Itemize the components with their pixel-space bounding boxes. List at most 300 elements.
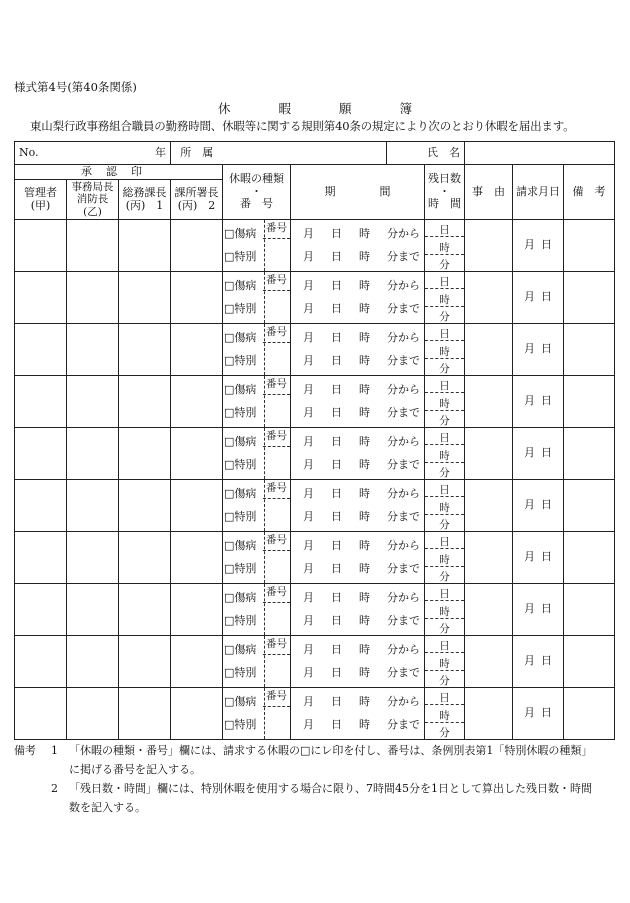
reason-cell[interactable] [465,480,513,532]
bureau-stamp-cell[interactable] [67,584,119,636]
period-from-row [303,488,420,501]
top-row [15,142,615,165]
leave-kind-box [223,376,290,427]
remaining-header [425,165,465,220]
general-stamp-cell[interactable] [119,532,171,584]
remaining-cell[interactable] [425,428,465,480]
sick-leave-checkbox[interactable]: □傷病 [224,279,257,292]
general-stamp-cell[interactable] [119,584,171,636]
remaining-box [425,688,464,739]
remaining-minute: 分 [439,726,450,739]
manager-label: 管理者 [24,185,57,199]
request-day: 日 [541,550,553,564]
period-header [291,165,425,220]
period-box [291,376,424,427]
leave-number-label: 番号 [263,638,290,655]
period-cell[interactable] [291,688,425,740]
name-label: 氏 名 [427,145,461,159]
reason-cell[interactable] [465,532,513,584]
leave-no-label: 番 号 [240,197,273,211]
remaining-day: 日 [425,428,464,445]
period-to-unit: 分まで [387,458,420,471]
general-stamp-cell[interactable] [119,324,171,376]
period-cell[interactable] [291,532,425,584]
period-to-unit: 時 [359,510,370,523]
request-date-cell[interactable] [513,428,564,480]
reason-label: 事 由 [472,184,506,198]
reason-cell[interactable] [465,428,513,480]
request-day: 日 [541,342,553,356]
bureau-stamp-cell[interactable] [67,532,119,584]
bureau-code: (乙) [83,205,102,218]
bureau-stamp-cell[interactable] [67,376,119,428]
leave-kind-box [223,688,290,739]
request-date-cell[interactable] [513,272,564,324]
period-from-unit: 日 [331,591,342,604]
period-from-unit: 分から [387,539,420,552]
period-to-unit: 分まで [387,666,420,679]
remaining-hour: 時 [425,445,464,462]
remaining-hour: 時 [425,705,464,722]
remaining-dot: ・ [439,184,451,198]
year-cell[interactable] [119,142,171,165]
office-stamp-cell[interactable] [171,532,223,584]
period-to-row [303,563,420,576]
remaining-day: 日 [425,480,464,497]
manager-code: (甲) [30,198,51,212]
remaining-hour: 時 [425,237,464,254]
request-date-cell[interactable] [513,376,564,428]
request-date-cell[interactable] [513,480,564,532]
remaining-box [425,324,464,375]
general-stamp-cell[interactable] [119,636,171,688]
remaining-hour: 時 [425,497,464,514]
period-to-unit: 日 [331,458,342,471]
leave-request-table [14,141,615,740]
reason-header [465,165,513,220]
office-stamp-cell[interactable] [171,220,223,272]
period-to-unit: 時 [359,302,370,315]
request-date-box [513,343,563,356]
office-stamp-cell[interactable] [171,480,223,532]
period-to-row [303,719,420,732]
period-to-unit: 月 [303,250,314,263]
remaining-day: 日 [425,324,464,341]
request-date-box [513,551,563,564]
bureau-stamp-cell[interactable] [67,688,119,740]
request-month: 月 [524,654,536,668]
period-to-unit: 月 [303,562,314,575]
remarks-cell[interactable] [564,220,615,272]
bureau-stamp-cell[interactable] [67,636,119,688]
reason-cell[interactable] [465,324,513,376]
entry-row [15,636,615,688]
leave-kind-box [223,272,290,323]
manager-stamp-cell[interactable] [15,480,67,532]
reason-cell[interactable] [465,584,513,636]
period-from-row [303,332,420,345]
manager-stamp-cell[interactable] [15,324,67,376]
special-leave-checkbox[interactable]: □特別 [224,666,257,679]
remaining-day: 日 [425,272,464,289]
title-char: 願 [339,101,352,116]
leave-kind-options [224,272,265,323]
no-cell[interactable] [15,142,119,165]
remarks-cell[interactable] [564,428,615,480]
remaining-box [425,220,464,271]
remaining-cell[interactable] [425,636,465,688]
sick-leave-checkbox[interactable]: □傷病 [224,695,257,708]
reason-cell[interactable] [465,636,513,688]
request-day: 日 [541,446,553,460]
manager-stamp-cell[interactable] [15,428,67,480]
period-cell[interactable] [291,480,425,532]
leave-type-dot: ・ [251,184,262,198]
remaining-minute: 分 [439,674,450,687]
period-from-unit: 月 [303,383,314,396]
period-to-unit: 日 [331,406,342,419]
bureau-chief-label: 事務局長 [71,181,114,194]
remarks-cell[interactable] [564,272,615,324]
office-stamp-cell[interactable] [171,688,223,740]
leave-kind-options [224,480,265,531]
affiliation-label-cell [171,142,223,165]
remaining-day: 日 [425,220,464,237]
period-cell[interactable] [291,324,425,376]
request-month: 月 [524,290,536,304]
period-from-unit: 分から [387,279,420,292]
general-stamp-cell[interactable] [119,480,171,532]
period-to-unit: 月 [303,666,314,679]
remaining-minute: 分 [439,258,450,271]
general-stamp-cell[interactable] [119,688,171,740]
remaining-hour: 時 [425,393,464,410]
remaining-minute: 分 [439,570,450,583]
remaining-box [425,532,464,583]
period-to-unit: 分まで [387,406,420,419]
period-label: 期 間 [324,184,391,198]
remaining-cell[interactable] [425,688,465,740]
manager-stamp-cell[interactable] [15,584,67,636]
period-to-unit: 時 [359,614,370,627]
remarks-cell[interactable] [564,636,615,688]
entry-row [15,272,615,324]
period-from-row [303,436,420,449]
office-head-code: (丙) 2 [177,198,216,212]
sick-leave-checkbox[interactable]: □傷病 [224,539,257,552]
request-date-cell[interactable] [513,532,564,584]
special-leave-checkbox[interactable]: □特別 [224,718,257,731]
bureau-stamp-cell[interactable] [67,428,119,480]
remarks-header [564,165,615,220]
leave-kind-cell[interactable] [223,220,291,272]
leave-kind-options [224,584,265,635]
remaining-hour: 時 [425,549,464,566]
period-box [291,636,424,687]
request-month: 月 [524,342,536,356]
period-cell[interactable] [291,636,425,688]
sick-leave-checkbox[interactable]: □傷病 [224,383,257,396]
period-cell[interactable] [291,584,425,636]
entry-row [15,688,615,740]
office-stamp-cell[interactable] [171,324,223,376]
office-stamp-cell[interactable] [171,636,223,688]
intro-text: 東山梨行政事務組合職員の勤務時間、休暇等に関する規則第40条の規定により次のとおり休暇を届出ます。 [30,119,575,133]
remaining-minute: 分 [439,622,450,635]
sick-leave-checkbox[interactable]: □傷病 [224,487,257,500]
request-month: 月 [524,602,536,616]
entry-row [15,324,615,376]
special-leave-checkbox[interactable]: □特別 [224,562,257,575]
special-leave-checkbox[interactable]: □特別 [224,458,257,471]
period-from-unit: 月 [303,487,314,500]
period-from-unit: 時 [359,331,370,344]
leave-kind-cell[interactable] [223,324,291,376]
period-from-unit: 分から [387,643,420,656]
bureau-stamp-cell[interactable] [67,220,119,272]
period-from-unit: 時 [359,695,370,708]
request-date-box [513,499,563,512]
period-from-row [303,228,420,241]
request-date-cell[interactable] [513,584,564,636]
leave-number-label: 番号 [263,690,290,707]
remaining-box [425,636,464,687]
sick-leave-checkbox[interactable]: □傷病 [224,435,257,448]
period-to-row [303,407,420,420]
period-to-unit: 月 [303,718,314,731]
period-from-unit: 分から [387,227,420,240]
manager-stamp-cell[interactable] [15,220,67,272]
period-to-unit: 日 [331,354,342,367]
reason-cell[interactable] [465,376,513,428]
request-month: 月 [524,706,536,720]
office-stamp-cell[interactable] [171,584,223,636]
entry-row [15,428,615,480]
approval-header [15,165,223,180]
period-to-unit: 分まで [387,510,420,523]
special-leave-checkbox[interactable]: □特別 [224,406,257,419]
request-date-box [513,707,563,720]
year-label: 年 [155,145,166,159]
period-from-unit: 日 [331,383,342,396]
request-date-box [513,395,563,408]
note-number: 2 [51,782,58,795]
period-cell[interactable] [291,272,425,324]
period-from-unit: 日 [331,227,342,240]
request-date-box [513,603,563,616]
request-day: 日 [541,238,553,252]
period-to-row [303,511,420,524]
period-to-row [303,459,420,472]
period-from-unit: 月 [303,279,314,292]
leave-kind-cell[interactable] [223,272,291,324]
leave-number-label: 番号 [263,534,290,551]
request-date-cell[interactable] [513,220,564,272]
remaining-cell[interactable] [425,272,465,324]
manager-stamp-cell[interactable] [15,272,67,324]
period-to-row [303,303,420,316]
remarks-cell[interactable] [564,688,615,740]
period-box [291,220,424,271]
sick-leave-checkbox[interactable]: □傷病 [224,227,257,240]
approval-label: 承認印 [81,164,156,178]
entry-row [15,480,615,532]
office-stamp-cell[interactable] [171,428,223,480]
remaining-hour: 時 [425,653,464,670]
reason-cell[interactable] [465,220,513,272]
remaining-day: 日 [425,636,464,653]
period-cell[interactable] [291,428,425,480]
office-head-label: 課所署長 [174,185,219,199]
leave-kind-cell[interactable] [223,428,291,480]
period-from-unit: 日 [331,435,342,448]
reason-cell[interactable] [465,688,513,740]
period-from-unit: 月 [303,695,314,708]
title-char: 休 [217,101,231,116]
name-value[interactable] [465,142,615,165]
period-from-unit: 時 [359,591,370,604]
sick-leave-checkbox[interactable]: □傷病 [224,643,257,656]
general-affairs-code: (丙) 1 [125,198,164,212]
bureau-stamp-cell[interactable] [67,324,119,376]
general-stamp-cell[interactable] [119,428,171,480]
entry-row [15,220,615,272]
period-to-unit: 日 [331,666,342,679]
period-box [291,532,424,583]
period-from-unit: 時 [359,279,370,292]
no-label: No. [19,145,39,159]
remaining-box [425,376,464,427]
period-to-unit: 分まで [387,614,420,627]
manager-stamp-cell[interactable] [15,688,67,740]
period-from-unit: 時 [359,539,370,552]
remaining-cell[interactable] [425,532,465,584]
reason-cell[interactable] [465,272,513,324]
note-item [14,779,614,817]
general-affairs-header [119,180,171,220]
remaining-cell[interactable] [425,376,465,428]
period-cell[interactable] [291,376,425,428]
leave-kind-box [223,480,290,531]
leave-kind-cell[interactable] [223,584,291,636]
period-from-row [303,384,420,397]
remaining-minute: 分 [439,310,450,323]
manager-stamp-cell[interactable] [15,376,67,428]
period-from-unit: 時 [359,643,370,656]
period-to-unit: 日 [331,562,342,575]
remarks-label: 備 考 [572,184,606,198]
remarks-cell[interactable] [564,532,615,584]
period-to-unit: 月 [303,406,314,419]
remaining-day: 日 [425,688,464,705]
note-text: 「休暇の種類・番号」欄には、請求する休暇の□にレ印を付し、番号は、条例別表第1「特別休暇の種類」 [69,744,593,757]
affiliation-value[interactable] [223,142,387,165]
request-date-cell[interactable] [513,688,564,740]
special-leave-checkbox[interactable]: □特別 [224,614,257,627]
remarks-cell[interactable] [564,376,615,428]
leave-type-header [223,165,291,220]
general-stamp-cell[interactable] [119,220,171,272]
request-date-cell[interactable] [513,324,564,376]
special-leave-checkbox[interactable]: □特別 [224,302,257,315]
leave-kind-options [224,324,265,375]
special-leave-checkbox[interactable]: □特別 [224,250,257,263]
remaining-cell[interactable] [425,584,465,636]
period-to-unit: 時 [359,354,370,367]
leave-number-label: 番号 [263,274,290,291]
leave-kind-options [224,376,265,427]
request-date-header [513,165,564,220]
period-box [291,272,424,323]
request-date-box [513,655,563,668]
request-date-cell[interactable] [513,636,564,688]
request-date-box [513,447,563,460]
remarks-cell[interactable] [564,324,615,376]
manager-stamp-cell[interactable] [15,532,67,584]
period-box [291,480,424,531]
period-from-unit: 時 [359,227,370,240]
name-label-cell [387,142,465,165]
remaining-minute: 分 [439,362,450,375]
leave-kind-cell[interactable] [223,480,291,532]
period-box [291,584,424,635]
title-char: 暇 [278,101,291,116]
remaining-box [425,428,464,479]
leave-kind-cell[interactable] [223,532,291,584]
period-to-unit: 月 [303,302,314,315]
remaining-cell[interactable] [425,324,465,376]
period-from-unit: 分から [387,435,420,448]
sick-leave-checkbox[interactable]: □傷病 [224,331,257,344]
manager-stamp-cell[interactable] [15,636,67,688]
period-to-unit: 分まで [387,302,420,315]
request-day: 日 [541,706,553,720]
note-text-cont: 数を記入する。 [69,801,146,814]
remarks-cell[interactable] [564,480,615,532]
period-from-row [303,644,420,657]
bureau-stamp-cell[interactable] [67,480,119,532]
period-to-unit: 日 [331,718,342,731]
note-number: 1 [51,744,58,757]
general-stamp-cell[interactable] [119,376,171,428]
remaining-cell[interactable] [425,220,465,272]
period-to-unit: 時 [359,406,370,419]
office-stamp-cell[interactable] [171,376,223,428]
period-from-unit: 月 [303,227,314,240]
remaining-cell[interactable] [425,480,465,532]
leave-kind-cell[interactable] [223,636,291,688]
general-stamp-cell[interactable] [119,272,171,324]
bureau-stamp-cell[interactable] [67,272,119,324]
leave-kind-cell[interactable] [223,688,291,740]
period-from-row [303,280,420,293]
office-stamp-cell[interactable] [171,272,223,324]
request-date-box [513,291,563,304]
sick-leave-checkbox[interactable]: □傷病 [224,591,257,604]
leave-kind-cell[interactable] [223,376,291,428]
remarks-cell[interactable] [564,584,615,636]
remaining-hour: 時 [425,289,464,306]
title-char: 簿 [399,101,413,116]
special-leave-checkbox[interactable]: □特別 [224,354,257,367]
request-day: 日 [541,394,553,408]
special-leave-checkbox[interactable]: □特別 [224,510,257,523]
note-item [14,741,614,779]
period-from-unit: 月 [303,331,314,344]
remaining-hour: 時 [425,601,464,618]
period-cell[interactable] [291,220,425,272]
period-to-unit: 分まで [387,718,420,731]
